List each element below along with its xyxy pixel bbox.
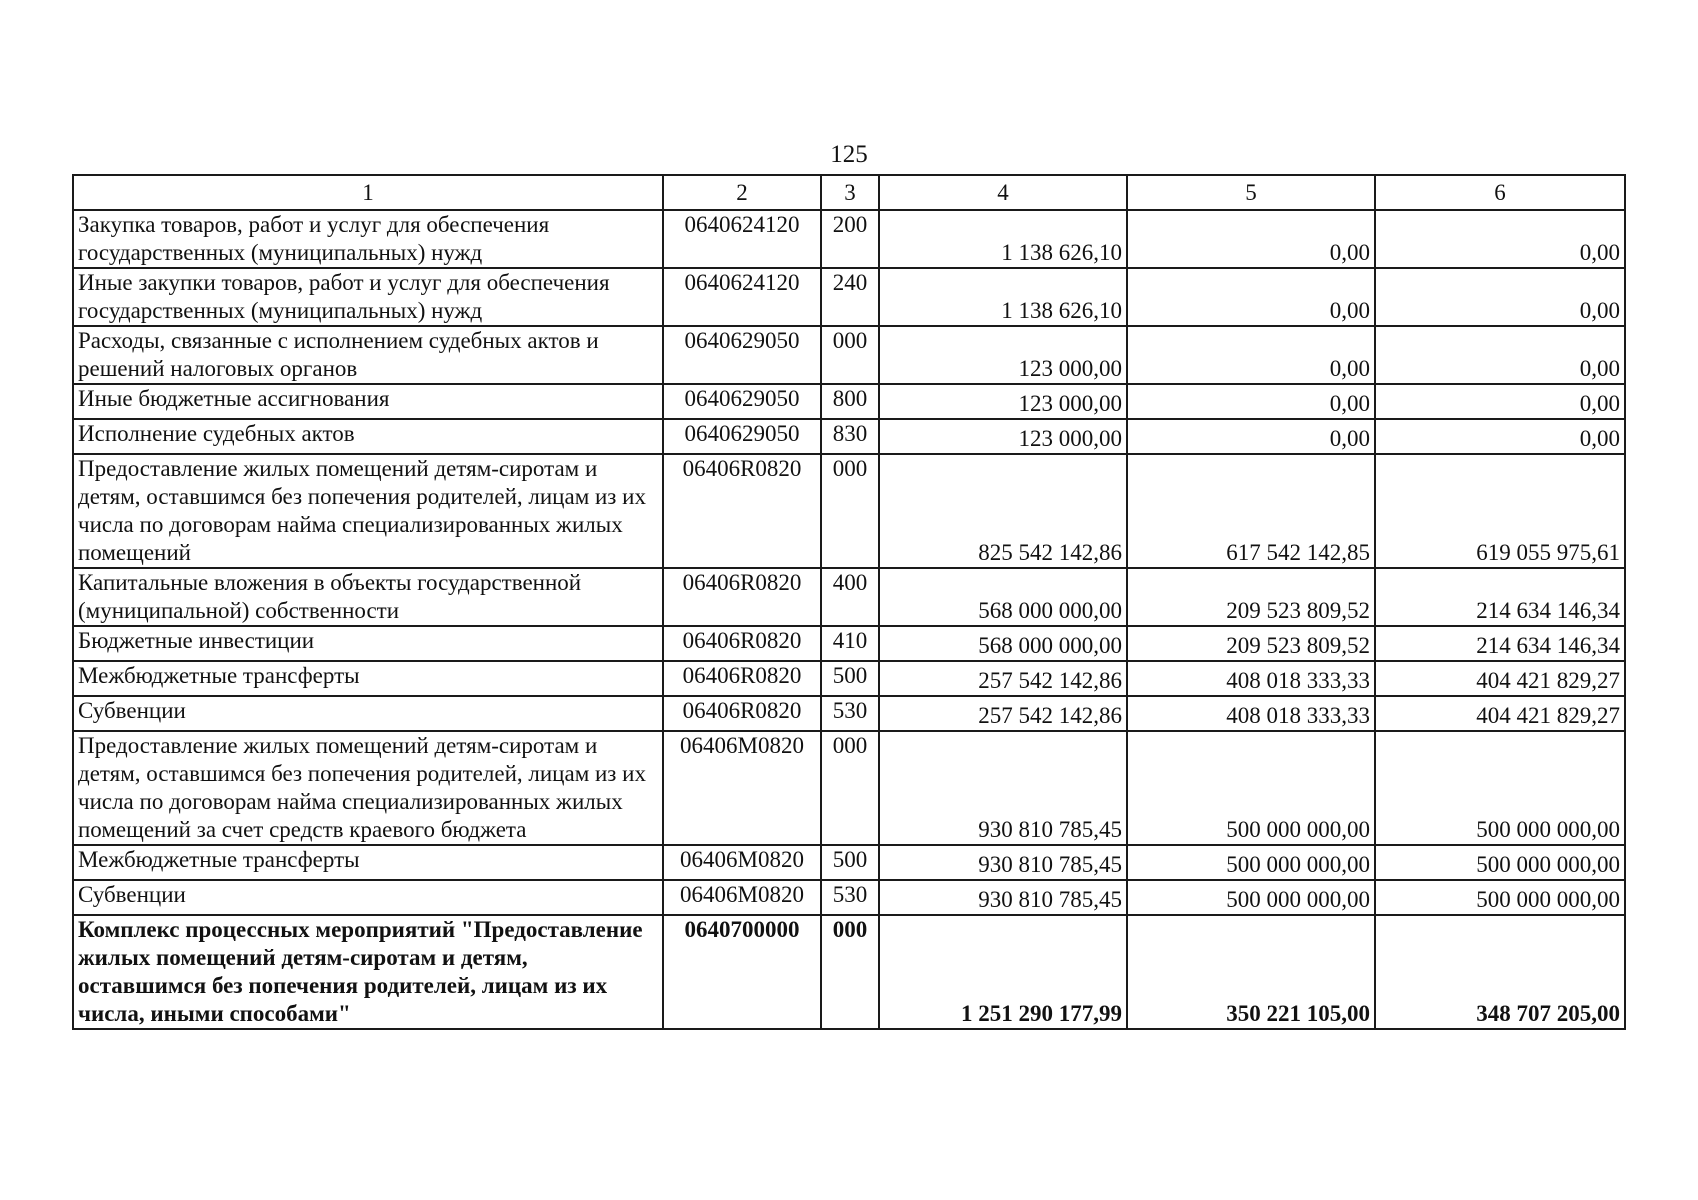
row-value-4: 568 000 000,00	[879, 626, 1127, 661]
table-row	[73, 845, 1625, 880]
column-header-5: 5	[1127, 175, 1375, 210]
table-row	[73, 384, 1625, 419]
row-value-4: 123 000,00	[879, 419, 1127, 454]
row-code: 06406R0820	[663, 568, 821, 626]
row-value-6: 348 707 205,00	[1375, 915, 1625, 1029]
row-value-4: 1 138 626,10	[879, 210, 1127, 268]
budget-table	[72, 174, 1626, 1030]
table-row	[73, 419, 1625, 454]
row-type: 500	[821, 845, 879, 880]
row-type: 400	[821, 568, 879, 626]
row-value-6: 500 000 000,00	[1375, 880, 1625, 915]
row-code: 06406M0820	[663, 845, 821, 880]
row-value-5: 0,00	[1127, 419, 1375, 454]
table-row	[73, 210, 1625, 268]
row-value-6: 214 634 146,34	[1375, 626, 1625, 661]
row-name: Предоставление жилых помещений детям-сиротам и детям, оставшимся без попечения родителей, лицам из их числа по договорам найма специализированных жилых помещений	[73, 454, 663, 568]
row-type: 500	[821, 661, 879, 696]
row-code: 0640629050	[663, 419, 821, 454]
row-value-4: 825 542 142,86	[879, 454, 1127, 568]
table-row	[73, 568, 1625, 626]
row-value-6: 0,00	[1375, 419, 1625, 454]
row-value-4: 568 000 000,00	[879, 568, 1127, 626]
row-type: 000	[821, 915, 879, 1029]
row-value-5: 408 018 333,33	[1127, 696, 1375, 731]
row-value-5: 500 000 000,00	[1127, 845, 1375, 880]
column-header-3: 3	[821, 175, 879, 210]
row-name: Субвенции	[73, 880, 663, 915]
row-type: 530	[821, 880, 879, 915]
row-type: 530	[821, 696, 879, 731]
row-value-5: 0,00	[1127, 268, 1375, 326]
row-value-6: 0,00	[1375, 384, 1625, 419]
row-value-4: 930 810 785,45	[879, 731, 1127, 845]
row-value-5: 0,00	[1127, 210, 1375, 268]
row-code: 06406R0820	[663, 696, 821, 731]
row-name: Бюджетные инвестиции	[73, 626, 663, 661]
row-value-5: 500 000 000,00	[1127, 880, 1375, 915]
row-value-5: 0,00	[1127, 326, 1375, 384]
row-value-6: 0,00	[1375, 210, 1625, 268]
row-code: 0640700000	[663, 915, 821, 1029]
table-header	[73, 175, 1625, 210]
row-name: Иные закупки товаров, работ и услуг для обеспечения государственных (муниципальных) нужд	[73, 268, 663, 326]
row-type: 240	[821, 268, 879, 326]
row-name: Предоставление жилых помещений детям-сиротам и детям, оставшимся без попечения родителей, лицам из их числа по договорам найма специализированных жилых помещений за счет средств краевого бюджета	[73, 731, 663, 845]
column-header-4: 4	[879, 175, 1127, 210]
row-name: Расходы, связанные с исполнением судебных актов и решений налоговых органов	[73, 326, 663, 384]
row-value-6: 214 634 146,34	[1375, 568, 1625, 626]
row-type: 000	[821, 326, 879, 384]
row-value-5: 617 542 142,85	[1127, 454, 1375, 568]
row-code: 0640629050	[663, 326, 821, 384]
row-value-4: 930 810 785,45	[879, 845, 1127, 880]
row-value-4: 930 810 785,45	[879, 880, 1127, 915]
row-value-5: 0,00	[1127, 384, 1375, 419]
table-row	[73, 626, 1625, 661]
row-code: 0640629050	[663, 384, 821, 419]
row-code: 06406R0820	[663, 661, 821, 696]
row-code: 06406R0820	[663, 454, 821, 568]
row-name: Комплекс процессных мероприятий "Предоставление жилых помещений детям-сиротам и детям, оставшимся без попечения родителей, лицам из их числа, иными способами"	[73, 915, 663, 1029]
row-value-4: 123 000,00	[879, 326, 1127, 384]
table-row	[73, 880, 1625, 915]
header-row	[73, 175, 1625, 210]
row-value-4: 123 000,00	[879, 384, 1127, 419]
table-row	[73, 731, 1625, 845]
row-value-6: 404 421 829,27	[1375, 661, 1625, 696]
row-name: Иные бюджетные ассигнования	[73, 384, 663, 419]
column-header-2: 2	[663, 175, 821, 210]
column-header-1: 1	[73, 175, 663, 210]
row-type: 410	[821, 626, 879, 661]
page-number: 125	[830, 141, 868, 168]
row-code: 0640624120	[663, 268, 821, 326]
row-value-6: 0,00	[1375, 326, 1625, 384]
row-value-4: 257 542 142,86	[879, 661, 1127, 696]
row-name: Исполнение судебных актов	[73, 419, 663, 454]
row-type: 830	[821, 419, 879, 454]
row-value-6: 404 421 829,27	[1375, 696, 1625, 731]
table-row	[73, 326, 1625, 384]
row-code: 06406M0820	[663, 880, 821, 915]
row-name: Межбюджетные трансферты	[73, 661, 663, 696]
row-name: Межбюджетные трансферты	[73, 845, 663, 880]
table-body	[73, 210, 1625, 1029]
row-code: 06406R0820	[663, 626, 821, 661]
table-row-total	[73, 915, 1625, 1029]
row-value-4: 257 542 142,86	[879, 696, 1127, 731]
table-row	[73, 454, 1625, 568]
row-value-6: 500 000 000,00	[1375, 845, 1625, 880]
row-name: Субвенции	[73, 696, 663, 731]
row-type: 000	[821, 454, 879, 568]
row-type: 200	[821, 210, 879, 268]
row-type: 000	[821, 731, 879, 845]
table-row	[73, 268, 1625, 326]
row-value-5: 408 018 333,33	[1127, 661, 1375, 696]
row-value-5: 209 523 809,52	[1127, 626, 1375, 661]
row-value-4: 1 251 290 177,99	[879, 915, 1127, 1029]
row-type: 800	[821, 384, 879, 419]
row-value-5: 350 221 105,00	[1127, 915, 1375, 1029]
row-name: Закупка товаров, работ и услуг для обеспечения государственных (муниципальных) нужд	[73, 210, 663, 268]
column-header-6: 6	[1375, 175, 1625, 210]
row-code: 0640624120	[663, 210, 821, 268]
table-row	[73, 696, 1625, 731]
row-value-5: 500 000 000,00	[1127, 731, 1375, 845]
row-value-4: 1 138 626,10	[879, 268, 1127, 326]
row-value-6: 619 055 975,61	[1375, 454, 1625, 568]
row-value-5: 209 523 809,52	[1127, 568, 1375, 626]
table-row	[73, 661, 1625, 696]
row-name: Капитальные вложения в объекты государственной (муниципальной) собственности	[73, 568, 663, 626]
row-code: 06406M0820	[663, 731, 821, 845]
row-value-6: 0,00	[1375, 268, 1625, 326]
row-value-6: 500 000 000,00	[1375, 731, 1625, 845]
